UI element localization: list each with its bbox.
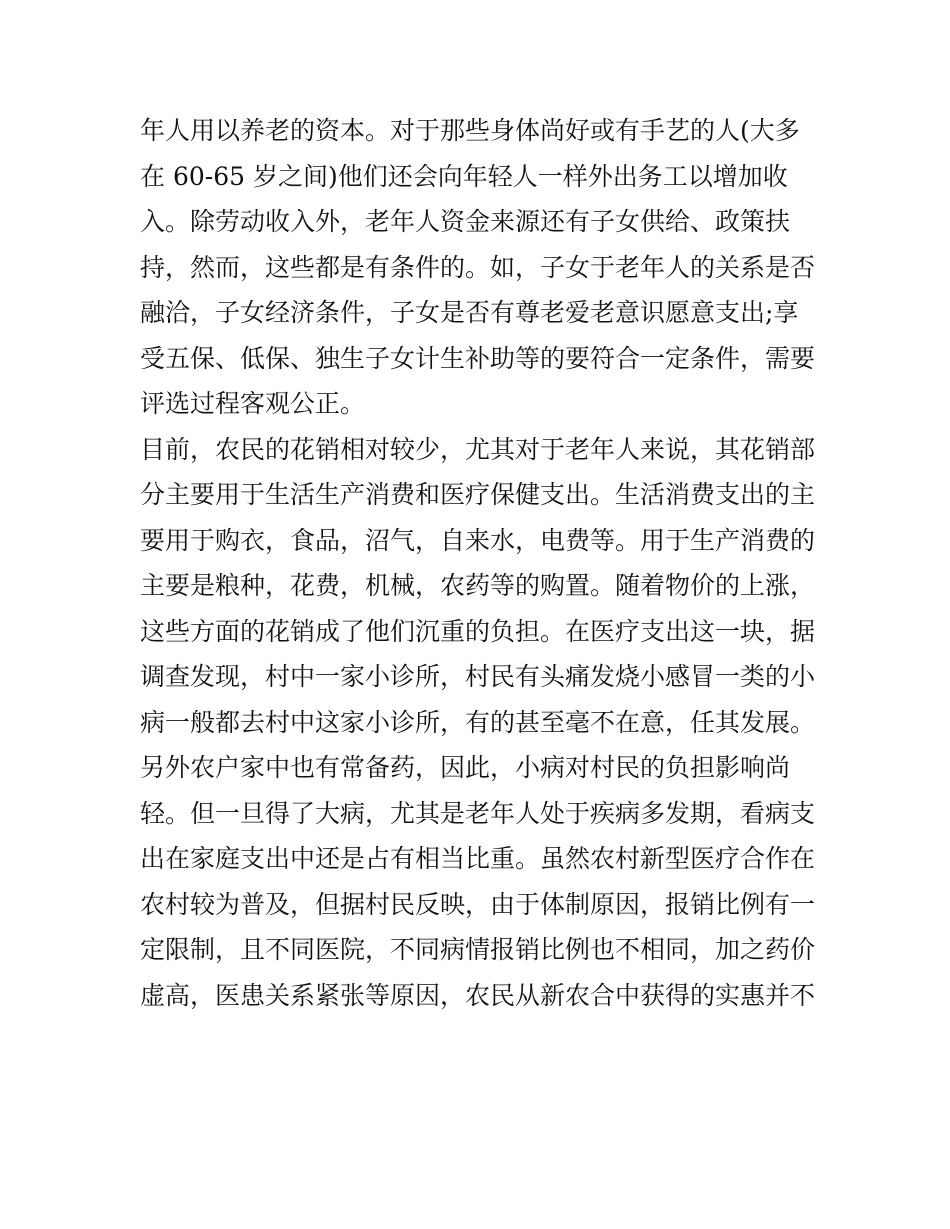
- text-line: 调查发现，村中一家小诊所，村民有头痛发烧小感冒一类的小: [140, 662, 816, 691]
- text-line: 农村较为普及，但据村民反映，由于体制原因，报销比例有一: [140, 889, 816, 919]
- text-line: 要用于购衣，食品，沼气，自来水，电费等。用于生产消费的: [140, 525, 816, 555]
- text-line: 定限制，且不同医院，不同病情报销比例也不相同，加之药价: [140, 935, 816, 964]
- text-line: 另外农户家中也有常备药，因此，小病对村民的负担影响尚: [140, 753, 791, 782]
- text-line: 持，然而，这些都是有条件的。如，子女于老年人的关系是否: [140, 252, 816, 282]
- text-line: 目前，农民的花销相对较少，尤其对于老年人来说，其花销部: [140, 434, 816, 464]
- text-line: 评选过程客观公正。: [140, 389, 366, 418]
- text-line: 虚高，医患关系紧张等原因，农民从新农合中获得的实惠并不: [140, 980, 816, 1010]
- text-line: 分主要用于生活生产消费和医疗保健支出。生活消费支出的主: [140, 480, 816, 509]
- body-text: [140, 108, 820, 1018]
- text-line: 融洽，子女经济条件，子女是否有尊老爱老意识愿意支出;享: [140, 298, 799, 327]
- text-line: 轻。但一旦得了大病，尤其是老年人处于疾病多发期，看病支: [140, 798, 816, 828]
- text-line: 年人用以养老的资本。对于那些身体尚好或有手艺的人(大多: [140, 116, 800, 145]
- text-line: 受五保、低保、独生子女计生补助等的要符合一定条件，需要: [140, 343, 816, 373]
- text-line: 病一般都去村中这家小诊所，有的甚至毫不在意，任其发展。: [140, 707, 816, 737]
- text-line: 主要是粮种，花费，机械，农药等的购置。随着物价的上涨，: [140, 571, 816, 600]
- text-line: 这些方面的花销成了他们沉重的负担。在医疗支出这一块，据: [140, 616, 816, 646]
- text-line: 入。除劳动收入外，老年人资金来源还有子女供给、政策扶: [140, 207, 791, 236]
- text-line: 在 60-65 岁之间)他们还会向年轻人一样外出务工以增加收: [140, 161, 788, 191]
- text-line: 出在家庭支出中还是占有相当比重。虽然农村新型医疗合作在: [140, 844, 816, 873]
